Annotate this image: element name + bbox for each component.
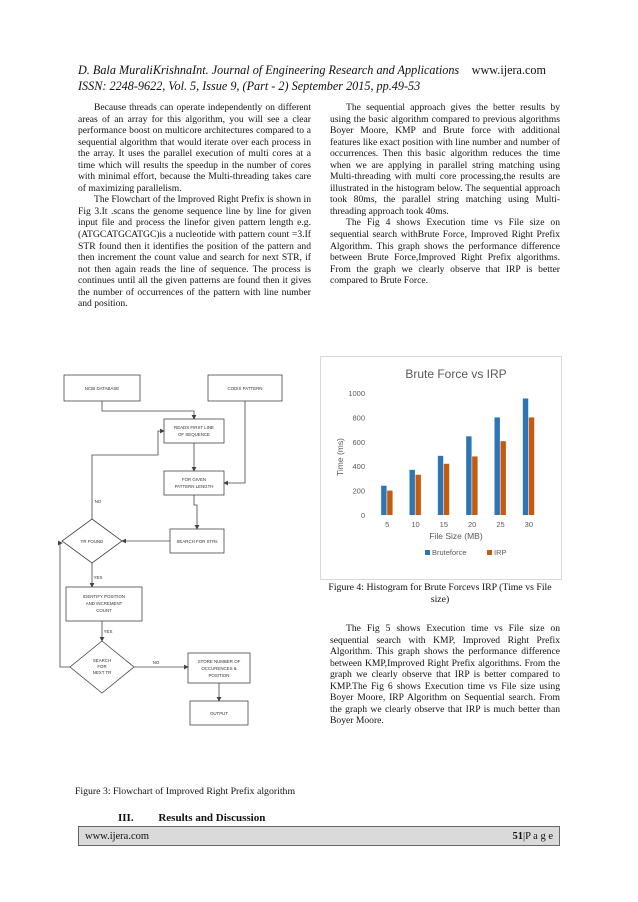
left-column bbox=[78, 102, 311, 310]
y-tick-label: 800 bbox=[352, 413, 365, 423]
flow-label: CODIS PATTERN bbox=[227, 386, 263, 391]
flow-label: TR FOUND bbox=[80, 539, 104, 544]
flow-label: NEXT TR bbox=[92, 670, 112, 675]
flow-label: READS FIRST LINE bbox=[174, 425, 214, 430]
bar-irp bbox=[529, 417, 534, 515]
flow-label: NO bbox=[152, 660, 160, 665]
bar-bruteforce bbox=[495, 417, 500, 515]
right-column bbox=[330, 102, 560, 287]
paragraph: The sequential approach gives the better results by using the basic algorithm compared to previous algorithms Boyer Moore, KMP and Brute force with additional features like exact position with line number and number of occurrences. Then this basic algorithm reduces the time when we are applying in parallel string matching using Multi-threading with multi core processing,the results are illustrated in the histogram below. The sequential approach took 80ms, the parallel string matching using Multi-threading approach took 40ms. bbox=[330, 102, 560, 217]
section-title: Results and Discussion bbox=[158, 812, 266, 824]
bar-bruteforce bbox=[466, 436, 471, 515]
flowchart-figure bbox=[58, 367, 310, 787]
issn-line: ISSN: 2248-9622, Vol. 5, Issue 9, (Part - 2) September 2015, pp.49-53 bbox=[78, 79, 421, 93]
page-header bbox=[78, 62, 546, 94]
flow-label: YES bbox=[103, 629, 113, 634]
legend-label: Bruteforce bbox=[432, 548, 467, 557]
flow-label: NO bbox=[94, 499, 102, 504]
reads-first-line-box bbox=[164, 419, 224, 443]
flow-label: FOR GIVEN bbox=[181, 477, 207, 482]
flow-label: SEARCH FOR STRs bbox=[176, 539, 218, 544]
bar-irp bbox=[472, 456, 477, 515]
page-number bbox=[513, 831, 554, 842]
flow-label: FOR bbox=[97, 664, 107, 669]
section-heading bbox=[118, 812, 265, 824]
y-tick-label: 200 bbox=[352, 486, 365, 496]
paragraph: The Fig 4 shows Execution time vs File size on sequential search withBrute Force, Improved Right Prefix Algorithm. This graph shows the performance difference between Brute Force,Improved Right Prefix algorithms. From the graph we clearly observe that IRP is better compared to Brute Force. bbox=[330, 217, 560, 287]
bar-irp bbox=[416, 475, 421, 515]
flow-label: SEARCH bbox=[92, 658, 112, 663]
bar-bruteforce bbox=[438, 456, 443, 515]
section-number: III. bbox=[118, 812, 134, 824]
y-tick-label: 1000 bbox=[348, 389, 365, 398]
flow-label: PATTERN LENGTH bbox=[174, 484, 214, 489]
page-label: |P a g e bbox=[523, 830, 553, 842]
bar-bruteforce bbox=[381, 486, 386, 515]
pattern-length-box bbox=[164, 471, 224, 495]
flow-label: POSITION bbox=[208, 673, 230, 678]
page-footer bbox=[78, 826, 560, 846]
x-tick-label: 25 bbox=[496, 520, 505, 529]
x-tick-label: 5 bbox=[385, 520, 390, 529]
x-tick-label: 10 bbox=[411, 520, 420, 529]
flowchart-diagram bbox=[58, 367, 310, 787]
flow-label: IDENTIFY POSITION bbox=[82, 594, 126, 599]
right-column-lower bbox=[330, 623, 560, 727]
paragraph: Because threads can operate independently on different areas of an array for this algorithm, you will see a clear performance boost on multicore architectures compared to a sequential algorithm that would iterate over each process in the array. It uses the parallel execution of multi cores at a time which will results the speedup in the number of cores with minimal effort, because the Multi-threading takes care of maximizing parallelism. bbox=[78, 102, 311, 194]
flow-label: NCBI DATABASE bbox=[84, 386, 120, 391]
legend-label: IRP bbox=[494, 548, 507, 557]
y-tick-label: 600 bbox=[352, 437, 365, 447]
bar-bruteforce bbox=[410, 470, 415, 515]
flow-label: OUTPUT bbox=[209, 711, 229, 716]
x-tick-label: 20 bbox=[467, 520, 477, 529]
flow-label: OF SEQUENCE bbox=[178, 432, 210, 437]
flow-label: OCCURENCES & bbox=[201, 666, 237, 671]
bar-irp bbox=[387, 491, 392, 515]
x-tick-label: 15 bbox=[439, 520, 449, 529]
bar-chart bbox=[321, 357, 561, 579]
journal-citation: D. Bala MuraliKrishnaInt. Journal of Engineering Research and Applications bbox=[78, 63, 460, 77]
legend-swatch bbox=[425, 550, 430, 555]
page-number-value: 51 bbox=[512, 830, 523, 842]
x-axis-label: File Size (MB) bbox=[429, 531, 483, 541]
y-axis-label: Time (ms) bbox=[335, 438, 345, 476]
y-tick-label: 0 bbox=[360, 511, 365, 520]
bar-irp bbox=[444, 464, 449, 515]
flow-label: AND INCREMENT bbox=[85, 601, 123, 606]
figure-4-caption: Figure 4: Histogram for Brute Forcevs IRP (Time vs File size) bbox=[328, 582, 552, 605]
chart-title: Brute Force vs IRP bbox=[405, 367, 507, 381]
flow-label: STORE NUMBER OF bbox=[197, 659, 241, 664]
legend-swatch bbox=[487, 550, 492, 555]
y-tick-label: 400 bbox=[352, 462, 365, 472]
x-tick-label: 30 bbox=[524, 520, 534, 529]
flow-label: YES bbox=[93, 575, 103, 580]
flow-label: COUNT bbox=[96, 608, 112, 613]
footer-website[interactable]: www.ijera.com bbox=[85, 830, 150, 842]
paragraph: The Flowchart of the Improved Right Prefix is shown in Fig 3.It .scans the genome sequence line by line for given input file and process the linefor given pattern length e.g. (ATGCATGCATGC)is a nucleotide with pattern count =3.If STR found then it identifies the position of the pattern and then increment the count value and search for next STR, if not then again reads the line of sequence. The process is continues until all the given patterns are found then it gives the number of occurrences of the pattern with line number and position. bbox=[78, 194, 311, 310]
bar-bruteforce bbox=[523, 398, 528, 515]
bar-irp bbox=[501, 441, 506, 515]
header-website[interactable]: www.ijera.com bbox=[471, 63, 546, 77]
figure-3-caption: Figure 3: Flowchart of Improved Right Prefix algorithm bbox=[74, 786, 296, 797]
paragraph: The Fig 5 shows Execution time vs File size on sequential search with KMP, Improved Right Prefix Algorithm. This graph shows the performance difference between KMP,Improved Right Prefix algorithms. From the graph we clearly observe that IRP is better compared to KMP.The Fig 6 shows Execution time vs File size using Boyer Moore, IRP Algorithm on Sequential search. From the graph we clearly observe that IRP is much better than Boyer Moore. bbox=[330, 623, 560, 727]
chart-container bbox=[320, 356, 562, 580]
